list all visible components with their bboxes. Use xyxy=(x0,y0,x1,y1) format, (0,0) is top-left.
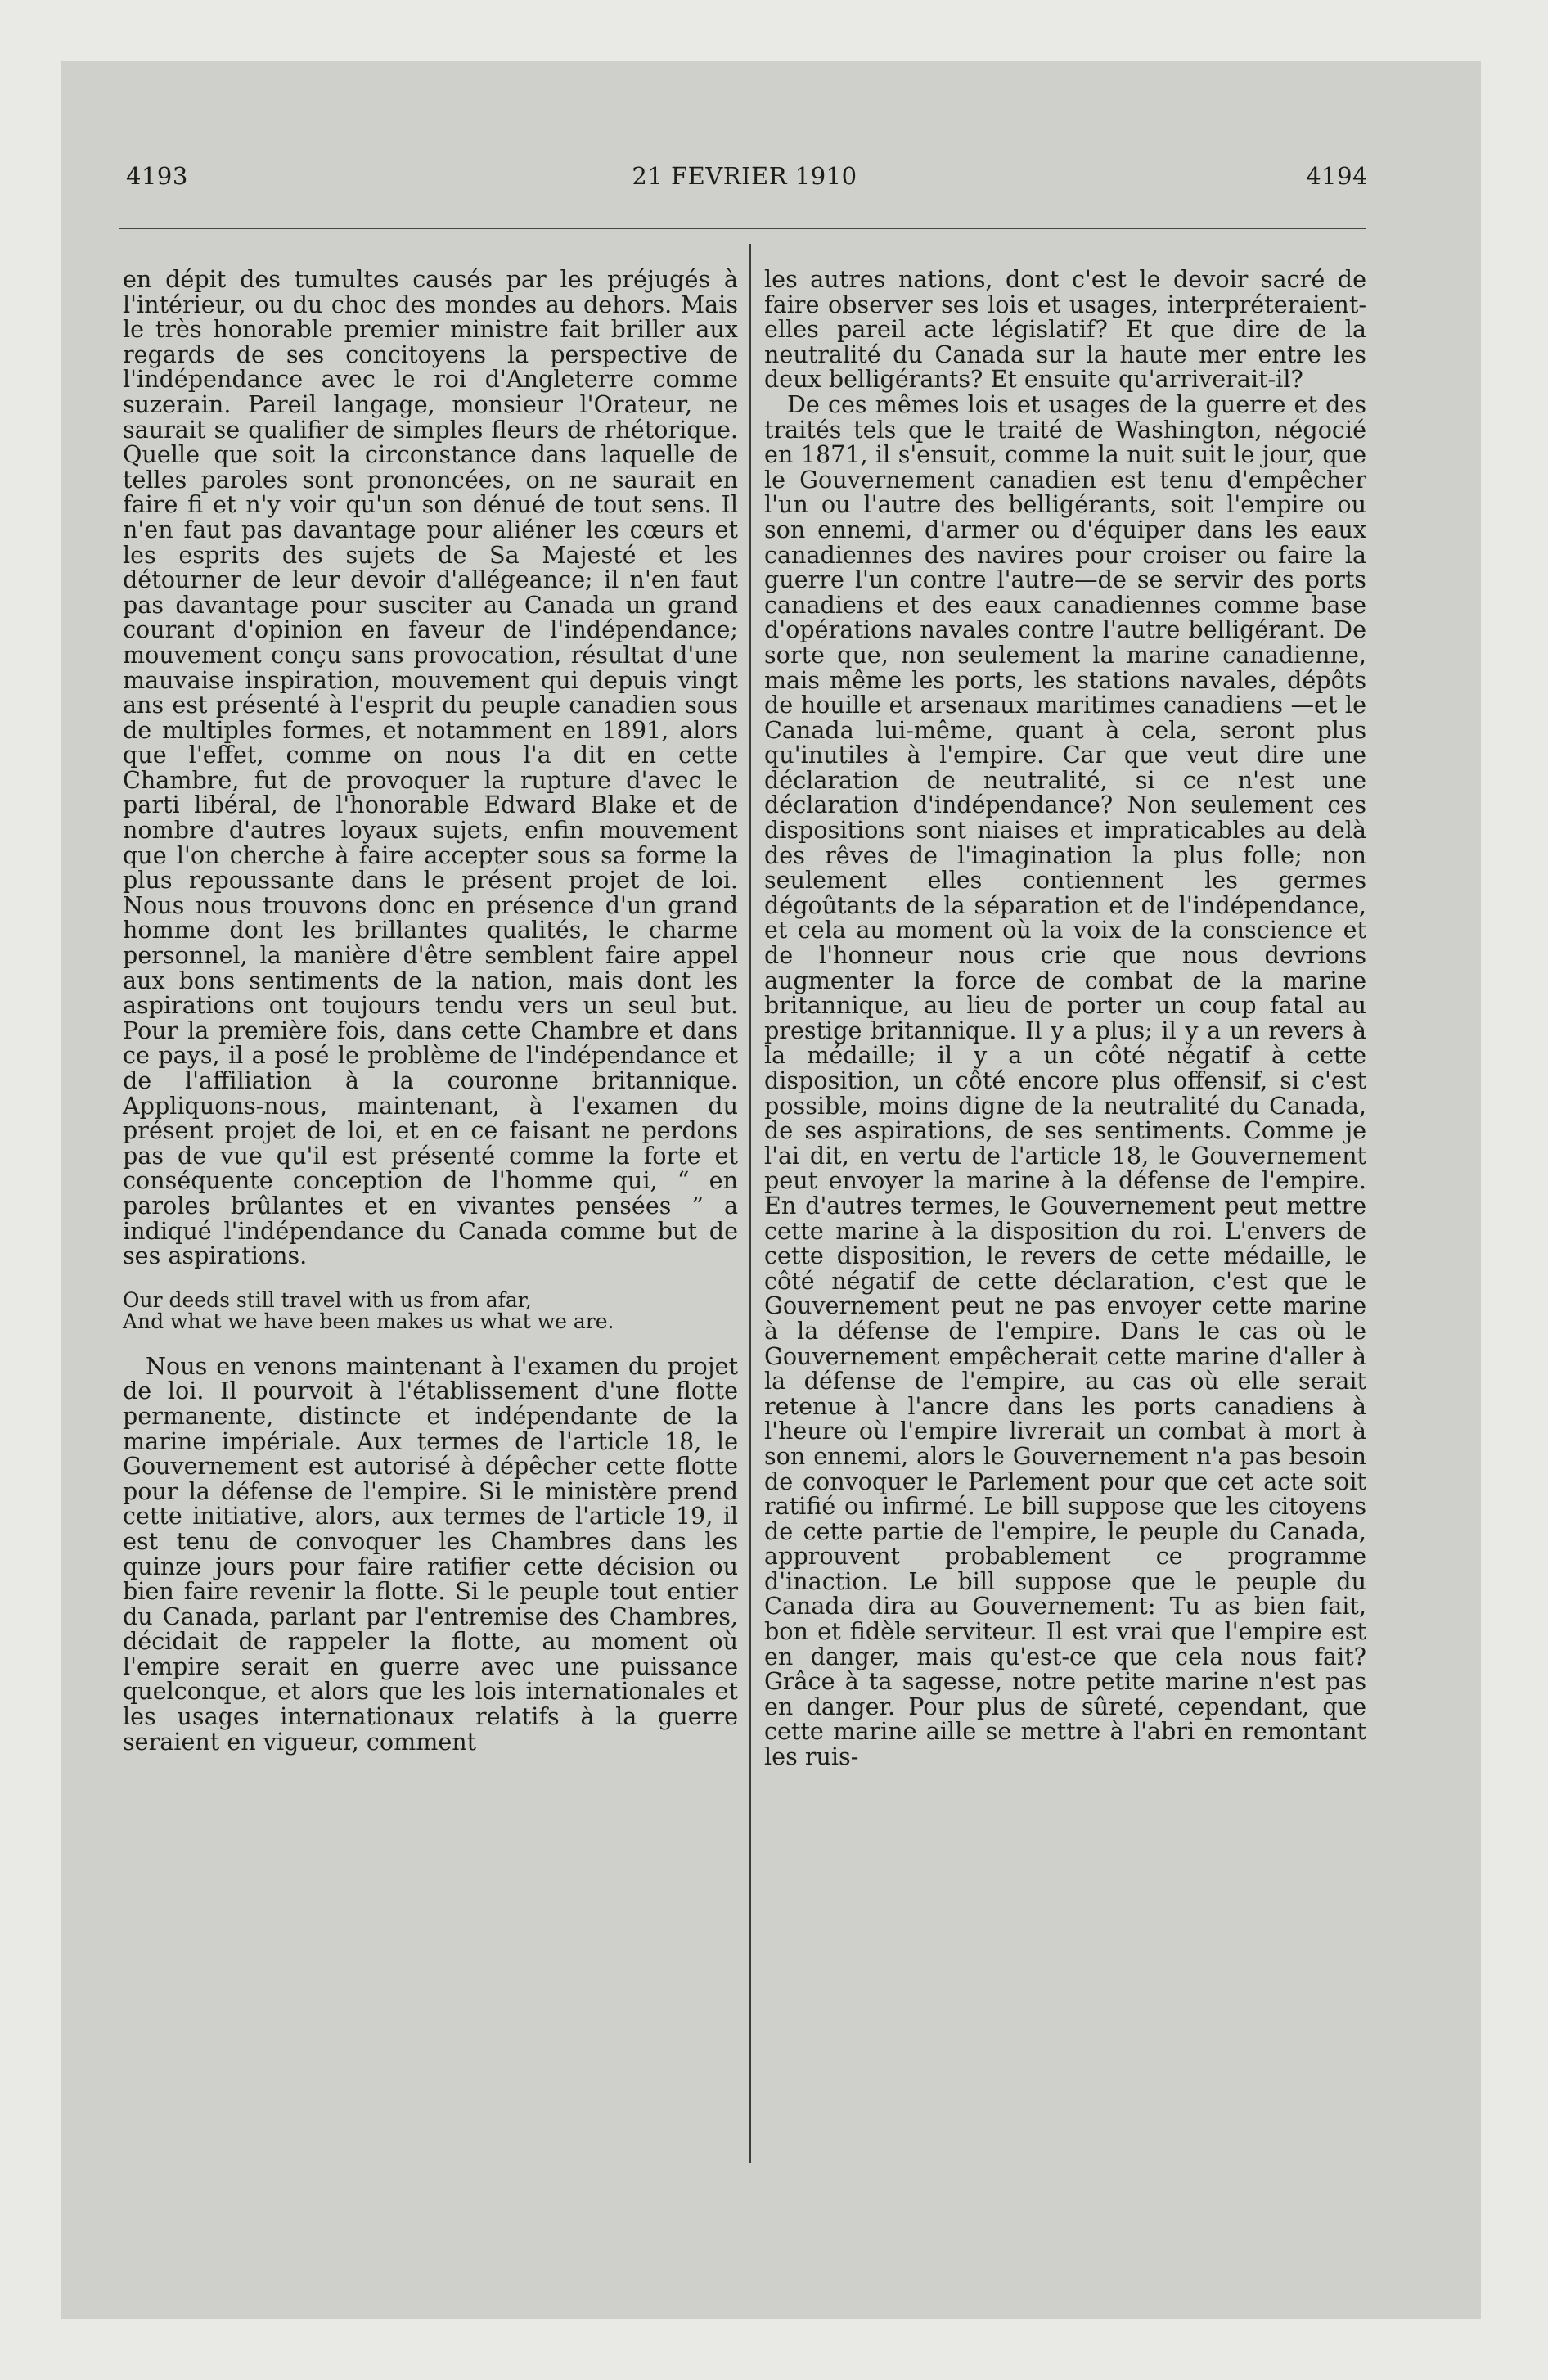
left-paragraph-1: en dépit des tumultes causés par les préjugés à l'intérieur, ou du choc des mondes au dehors. Mais le très honorable premier ministre fait briller aux regards de ses concitoyens la perspective de l'indépendance avec le roi d'Angleterre comme suzerain. Pareil langage, monsieur l'Orateur, ne saurait se qualifier de simples fleurs de rhétorique. Quelle que soit la circonstance dans laquelle de telles paroles sont prononcées, on ne saurait en faire fi et n'y voir qu'un son dénué de tout sens. Il n'en faut pas davantage pour aliéner les cœurs et les esprits des sujets de Sa Majesté et les détourner de leur devoir d'allégeance; il n'en faut pas davantage pour susciter au Canada un grand courant d'opinion en faveur de l'indépendance; mouvement conçu sans provocation, résultat d'une mauvaise inspiration, mouvement qui depuis vingt ans est présenté à l'esprit du peuple canadien sous de multiples formes, et notamment en 1891, alors que l'effet, comme on nous l'a dit en cette Chambre, fut de provoquer la rupture d'avec le parti libéral, de l'honorable Edward Blake et de nombre d'autres loyaux sujets, enfin mouvement que l'on cherche à faire accepter sous sa forme la plus repoussante dans le présent projet de loi. Nous nous trouvons donc en présence d'un grand homme dont les brillantes qualités, le charme personnel, la manière d'être semblent faire appel aux bons sentiments de la nation, mais dont les aspirations ont toujours tendu vers un seul but. Pour la première fois, dans cette Chambre et dans ce pays, il a posé le problème de l'indépendance et de l'affiliation à la couronne britannique. Appliquons-nous, maintenant, à l'examen du présent projet de loi, et en ce faisant ne perdons pas de vue qu'il est présenté comme la forte et conséquente conception de l'homme qui, “ en paroles brûlantes et en vivantes pensées ” a indiqué l'indépendance du Canada comme but de ses aspirations. xyxy=(123,265,738,1270)
page-header xyxy=(123,162,1366,195)
verse-quote xyxy=(123,1287,738,1333)
right-paragraph-2: De ces mêmes lois et usages de la guerre et des traités tels que le traité de Washington, négocié en 1871, il s'ensuit, comme la nuit suit le jour, que le Gouvernement canadien est tenu d'empêcher l'un ou l'autre des belligérants, soit l'empire ou son ennemi, d'armer ou d'équiper dans les eaux canadiennes des navires pour croiser ou faire la guerre l'un contre l'autre—de se servir des ports canadiens et des eaux canadiennes comme base d'opérations navales contre l'autre belligérant. De sorte que, non seulement la marine canadienne, mais même les ports, les stations navales, dépôts de houille et arsenaux maritimes canadiens —et le Canada lui-même, quant à cela, seront plus qu'inutiles à l'empire. Car que veut dire une déclaration de neutralité, si ce n'est une déclaration d'indépendance? Non seulement ces dispositions sont niaises et impraticables au delà des rêves de l'imagination la plus folle; non seulement elles contiennent les germes dégoûtants de la séparation et de l'indépendance, et cela au moment où la voix de la conscience et de l'honneur nous crie que nous devrions augmenter la force de combat de la marine britannique, au lieu de porter un coup fatal au prestige britannique. Il y a plus; il y a un revers à la médaille; il y a un côté négatif à cette disposition, un côté encore plus offensif, si c'est possible, moins digne de la neutralité du Canada, de ses aspirations, de ses sentiments. Comme je l'ai dit, en vertu de l'article 18, le Gouvernement peut envoyer la marine à la défense de l'empire. En d'autres termes, le Gouvernement peut mettre cette marine à la disposition du roi. L'envers de cette disposition, le revers de cette médaille, le côté négatif de cette déclaration, c'est que le Gouvernement peut ne pas envoyer cette marine à la défense de l'empire. Dans le cas où le Gouvernement empêcherait cette marine d'aller à la défense de l'empire, au cas où elle serait retenue à l'ancre dans les ports canadiens à l'heure où l'empire livrerait un combat à mort à son ennemi, alors le Gouvernement n'a pas besoin de convoquer le Parlement pour que cet acte soit ratifié ou infirmé. Le bill suppose que les citoyens de cette partie de l'empire, le peuple du Canada, approuvent probablement ce programme d'inaction. Le bill suppose que le peuple du Canada dira au Gouvernement: Tu as bien fait, bon et fidèle serviteur. Il est vrai que l'empire est en danger, mais qu'est-ce que cela nous fait? Grâce à ta sagesse, notre petite marine n'est pas en danger. Pour plus de sûreté, cependant, que cette marine aille se mettre à l'abri en remontant les ruis- xyxy=(764,390,1366,1771)
verse-line-2: And what we have been makes us what we are. xyxy=(123,1309,614,1333)
page-number-left: 4193 xyxy=(126,162,188,190)
right-paragraph-1: les autres nations, dont c'est le devoir sacré de faire observer ses lois et usages, interpréteraient-elles pareil acte législatif? Et que dire de la neutralité du Canada sur la haute mer entre les deux belligérants? Et ensuite qu'arriverait-il? xyxy=(764,265,1366,394)
page-date: 21 FEVRIER 1910 xyxy=(632,162,857,190)
right-column xyxy=(764,267,1366,1769)
page-number-right: 4194 xyxy=(1306,162,1368,190)
verse-line-1: Our deeds still travel with us from afar, xyxy=(123,1287,532,1312)
left-column xyxy=(123,267,738,1754)
column-divider xyxy=(749,244,751,2163)
left-paragraph-2: Nous en venons maintenant à l'examen du projet de loi. Il pourvoit à l'établissement d'une flotte permanente, distincte et indépendante de la marine impériale. Aux termes de l'article 18, le Gouvernement est autorisé à dépêcher cette flotte pour la défense de l'empire. Si le ministère prend cette initiative, alors, aux termes de l'article 19, il est tenu de convoquer les Chambres dans les quinze jours pour faire ratifier cette décision ou bien faire revenir la flotte. Si le peuple tout entier du Canada, parlant par l'entremise des Chambres, décidait de rappeler la flotte, au moment où l'empire serait en guerre avec une puissance quelconque, et alors que les lois internationales et les usages internationaux relatifs à la guerre seraient en vigueur, comment xyxy=(123,1351,738,1756)
header-rule xyxy=(119,228,1366,232)
